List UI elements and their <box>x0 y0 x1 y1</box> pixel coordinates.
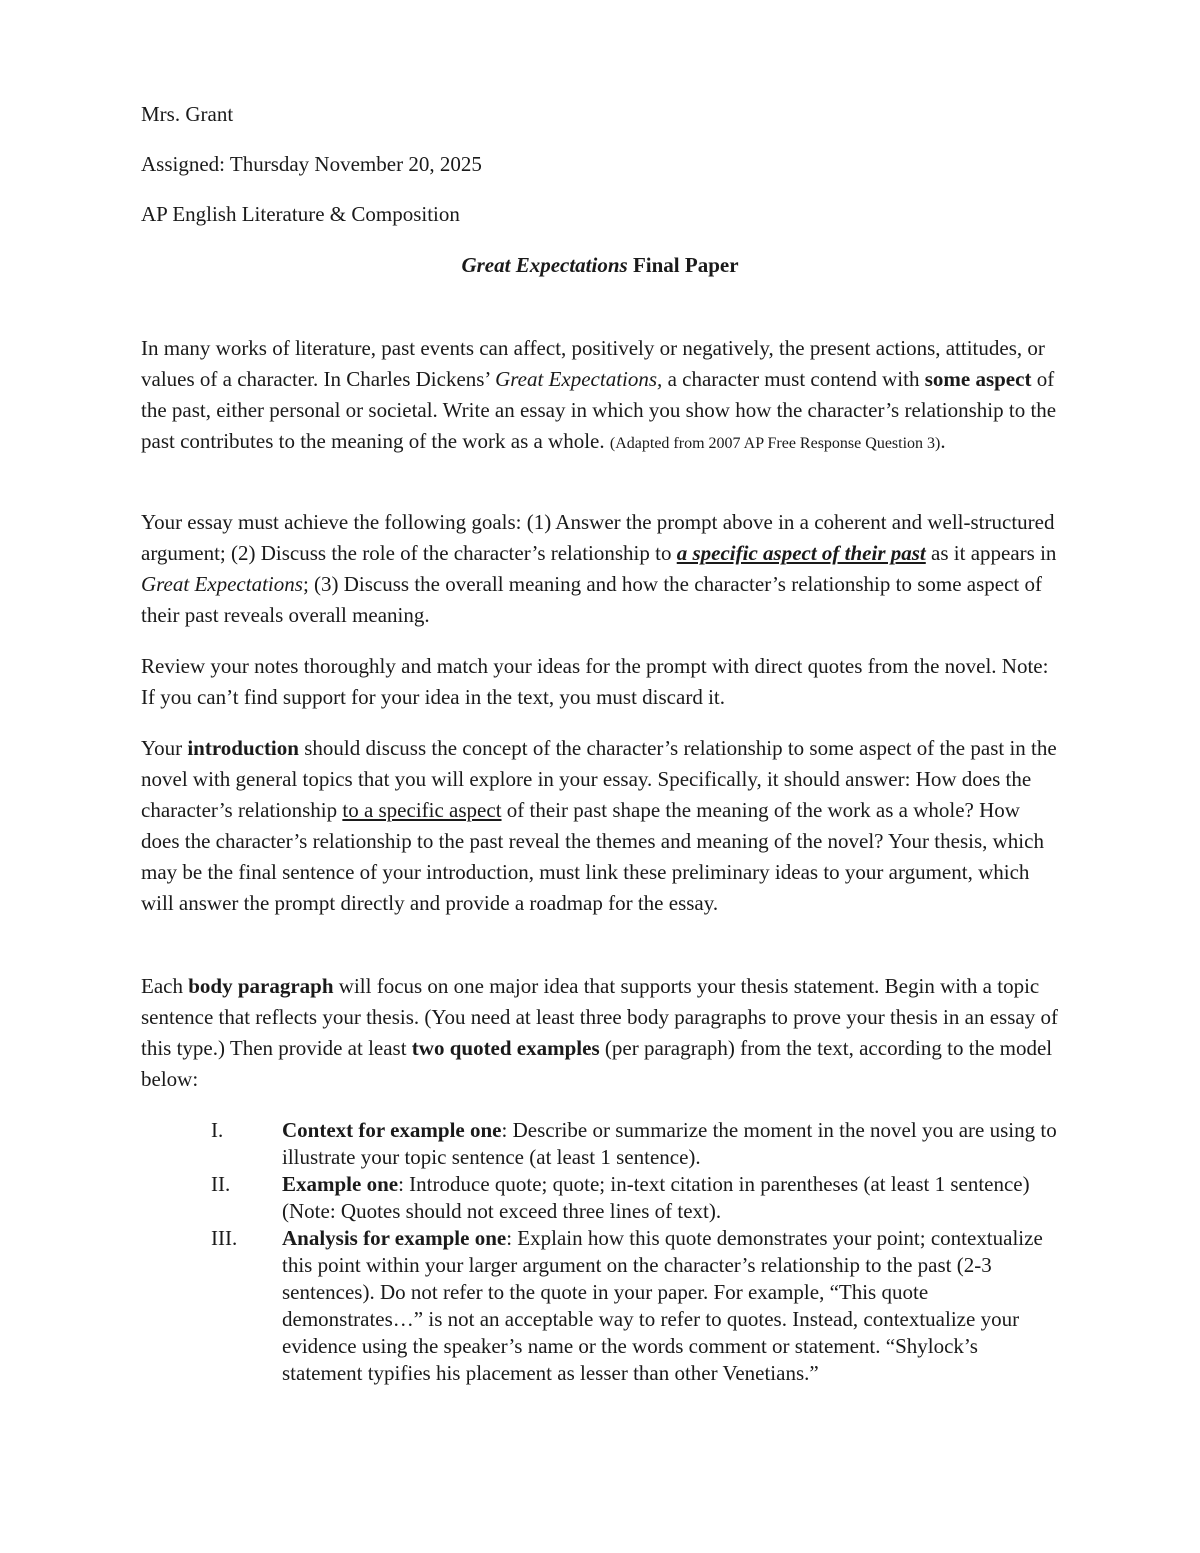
bodypara-bold-1: body paragraph <box>188 974 334 998</box>
body-paragraph-instructions <box>141 971 1061 1095</box>
list-item <box>141 1171 1061 1225</box>
intro-paragraph <box>141 733 1061 919</box>
goals-text-1: Your essay must achieve the following goals: (1) Answer the prompt above in a coherent and well-structured argument; (2) Discuss the role of the character’s relationship to <box>141 510 1055 565</box>
bodypara-text-2: will focus on one major idea that supports your thesis statement. Begin with a topic sentence that reflects your thesis. (You need at least three body paragraphs to prove your thesis in an essay of this type.) Then provide at least <box>141 974 1058 1060</box>
prompt-novel: Great Expectations, <box>495 367 663 391</box>
goals-novel: Great Expectations <box>141 572 303 596</box>
list-item-bold: Analysis for example one <box>282 1226 507 1250</box>
bodypara-text-3: (per paragraph) from the text, according to the model below: <box>141 1036 1053 1091</box>
prompt-text-3: of the past, either personal or societal. Write an essay in which you show how the character’s relationship to the past contributes to the meaning of the work as a whole. <box>141 367 1057 453</box>
assigned-date: Assigned: Thursday November 20, 2025 <box>141 152 482 176</box>
list-item-body: : Introduce quote; quote; in-text citation in parentheses (at least 1 sentence) (Note: Quotes should not exceed three lines of text). <box>282 1172 1030 1223</box>
list-item-body: : Describe or summarize the moment in the novel you are using to illustrate your topic sentence (at least 1 sentence). <box>282 1118 1057 1169</box>
review-text: Review your notes thoroughly and match your ideas for the prompt with direct quotes from the novel. Note: If you can’t find support for your idea in the text, you must discard it. <box>141 654 1049 709</box>
model-list <box>141 1117 1061 1387</box>
goals-text-3: ; (3) Discuss the overall meaning and how the character’s relationship to some aspect of their past reveals overall meaning. <box>141 572 1042 627</box>
review-paragraph <box>141 651 1061 713</box>
intro-text-2: should discuss the concept of the character’s relationship to some aspect of the past in the novel with general topics that you will explore in your essay. Specifically, it should answer: How does the character’s relationship <box>141 736 1057 822</box>
list-item <box>141 1117 1061 1171</box>
list-item-text <box>282 1117 1061 1171</box>
goals-emphasis: a specific aspect of their past <box>676 541 926 565</box>
title-novel: Great Expectations <box>461 253 628 277</box>
list-numeral: III. <box>211 1226 238 1250</box>
prompt-text-1: In many works of literature, past events can affect, positively or negatively, the present actions, attitudes, or values of a character. In Charles Dickens’ <box>141 336 1045 391</box>
list-item-text <box>282 1171 1061 1225</box>
list-item-bold: Context for example one <box>282 1118 502 1142</box>
list-item-bold: Example one <box>282 1172 399 1196</box>
course-name: AP English Literature & Composition <box>141 202 460 226</box>
goals-text-2: as it appears in <box>925 541 1057 565</box>
intro-underline: to a specific aspect <box>342 798 502 822</box>
prompt-paragraph <box>141 333 1061 459</box>
prompt-end: . <box>940 429 946 453</box>
intro-text-1: Your <box>141 736 188 760</box>
prompt-bold: some aspect <box>924 367 1032 391</box>
bodypara-bold-2: two quoted examples <box>411 1036 600 1060</box>
prompt-text-2: a character must contend with <box>662 367 925 391</box>
paper-title <box>0 250 1200 281</box>
bodypara-text-1: Each <box>141 974 189 998</box>
list-numeral: II. <box>211 1172 231 1196</box>
intro-bold: introduction <box>187 736 299 760</box>
goals-paragraph <box>141 507 1061 631</box>
list-item-text <box>282 1225 1061 1387</box>
prompt-source: (Adapted from 2007 AP Free Response Question 3) <box>609 435 941 452</box>
title-rest: Final Paper <box>627 253 739 277</box>
list-item-body: : Explain how this quote demonstrates your point; contextualize this point within your larger argument on the character’s relationship to the past (2-3 sentences). Do not refer to the quote in your paper. For example, “This quote demonstrates…” is not an acceptable way to refer to quotes. Instead, contextualize your evidence using the speaker’s name or the words comment or statement. “Shylock’s statement typifies his placement as lesser than other Venetians.” <box>282 1226 1043 1385</box>
list-numeral: I. <box>211 1118 224 1142</box>
list-item <box>141 1225 1061 1387</box>
intro-text-3: of their past shape the meaning of the work as a whole? How does the character’s relationship to the past reveal the themes and meaning of the novel? Your thesis, which may be the final sentence of your introduction, must link these preliminary ideas to your argument, which will answer the prompt directly and provide a roadmap for the essay. <box>141 798 1044 915</box>
teacher-name: Mrs. Grant <box>141 102 234 126</box>
